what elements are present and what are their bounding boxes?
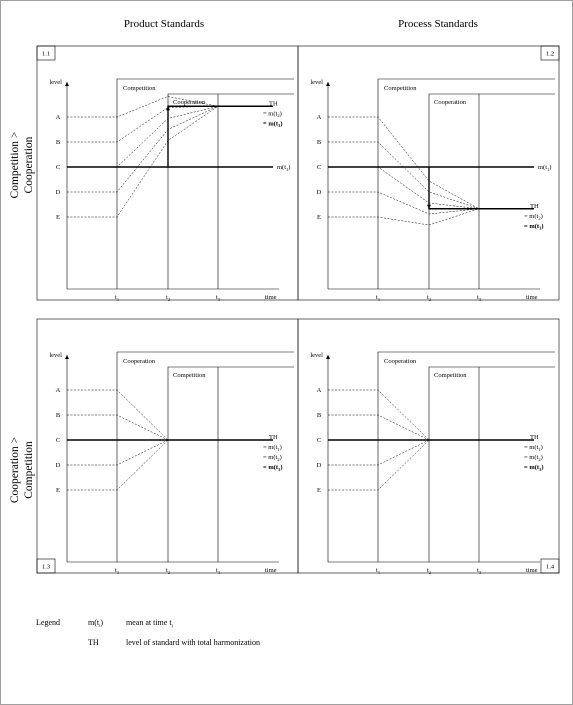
level-label-E: E xyxy=(56,214,60,221)
legend-title: Legend xyxy=(36,618,60,627)
time-label-3-sub: 3 xyxy=(217,296,221,302)
level-label-B: B xyxy=(55,139,61,146)
panel-id-label: 1.1 xyxy=(41,50,51,58)
time-label-2 xyxy=(427,294,431,302)
th-mean-label-1-close: ) xyxy=(540,212,543,220)
th-mean-label-2-main: = m(t xyxy=(524,222,540,230)
time-label-2-main: t xyxy=(427,567,429,574)
th-line xyxy=(168,106,273,167)
level-label-E: E xyxy=(317,487,321,494)
time-label-2-main: t xyxy=(166,294,168,301)
mean-label-close: ) xyxy=(288,164,291,171)
column-header-process: Process Standards xyxy=(398,18,478,30)
th-mean-label-2 xyxy=(263,120,283,128)
level-label-A: A xyxy=(316,114,322,121)
time-label-3-main: t xyxy=(216,294,218,301)
th-mean-label-1-main: = m(t xyxy=(524,212,539,220)
th-mean-label-1-sub: 2 xyxy=(277,113,280,119)
th-mean-label-3-sub: 3 xyxy=(539,466,542,472)
row-header-1 xyxy=(9,132,21,199)
panel-frame xyxy=(37,46,298,300)
legend-desc-mean-main: mean at time t xyxy=(126,618,172,627)
trajectory-D xyxy=(67,440,218,465)
x-axis-label: time xyxy=(265,567,277,574)
trajectory-B xyxy=(328,415,479,440)
panel-id-label: 1.4 xyxy=(545,563,555,571)
level-label-B: B xyxy=(316,412,322,419)
trajectory-D xyxy=(328,440,479,465)
y-axis-label: level xyxy=(49,352,62,359)
th-mean-label-2-sub: 3 xyxy=(539,225,542,231)
panel-1-2 xyxy=(298,46,559,302)
legend-symbol-mean-sub: i xyxy=(99,622,101,628)
phase2-label: Competition xyxy=(434,372,467,379)
row-header-line-1: Cooperation > xyxy=(9,436,21,504)
th-mean-label-1-sub: 1 xyxy=(538,446,541,452)
time-label-1-main: t xyxy=(376,567,378,574)
time-label-2-main: t xyxy=(166,567,168,574)
mean-label xyxy=(538,164,551,172)
time-label-3 xyxy=(477,294,482,302)
time-label-1 xyxy=(115,294,119,302)
y-axis-label: level xyxy=(310,352,323,359)
th-mean-label-2-close: ) xyxy=(280,120,283,128)
y-axis-label: level xyxy=(310,79,323,86)
time-label-3-main: t xyxy=(216,567,218,574)
th-mean-label-1-close: ) xyxy=(279,110,282,118)
time-label-3-main: t xyxy=(477,567,479,574)
time-label-1-sub: 1 xyxy=(377,569,381,575)
th-label: TH xyxy=(530,434,539,441)
legend-desc-mean xyxy=(126,618,174,630)
trajectory-C xyxy=(67,106,218,167)
phase1-bracket xyxy=(378,79,555,289)
panel-1-3 xyxy=(37,319,298,575)
panel-frame xyxy=(298,319,559,573)
th-mean-label-1 xyxy=(524,213,543,221)
x-axis-label: time xyxy=(526,294,538,301)
th-mean-label-1 xyxy=(524,444,543,452)
th-mean-label-2-close: ) xyxy=(279,454,282,461)
th-mean-label-1-main: = m(t xyxy=(263,444,278,451)
panel-1-4 xyxy=(298,319,559,575)
legend-symbol-mean-close: ) xyxy=(100,618,104,627)
legend-desc-mean-sub: i xyxy=(171,624,173,630)
time-label-3 xyxy=(477,567,482,575)
outer-frame xyxy=(1,1,573,705)
th-mean-label-3-close: ) xyxy=(541,464,544,471)
time-label-2-sub: 2 xyxy=(428,296,432,302)
time-label-2-main: t xyxy=(427,294,429,301)
phase1-label: Cooperation xyxy=(123,358,156,365)
phase2-label: Cooperation xyxy=(434,99,467,106)
time-label-1 xyxy=(115,567,119,575)
time-label-3-sub: 3 xyxy=(217,569,221,575)
th-mean-label-2-close: ) xyxy=(540,454,543,461)
row-header-1-b xyxy=(23,136,35,193)
th-mean-label-1-close: ) xyxy=(279,444,282,451)
time-label-2-sub: 2 xyxy=(428,569,432,575)
mean-label-main: m(t xyxy=(538,164,548,171)
th-mean-label-1-close: ) xyxy=(540,444,543,451)
level-label-C: C xyxy=(316,164,322,171)
th-mean-label-1-sub: 1 xyxy=(277,446,280,452)
time-label-3-sub: 3 xyxy=(478,569,482,575)
th-mean-label-2-sub: 2 xyxy=(277,456,280,462)
time-label-2-sub: 2 xyxy=(167,296,171,302)
time-label-2 xyxy=(427,567,431,575)
legend xyxy=(36,618,260,647)
mean-label-sub: 1 xyxy=(547,166,550,172)
th-label: TH xyxy=(530,202,539,210)
th-mean-label-1 xyxy=(263,110,282,118)
th-label: TH xyxy=(269,434,278,441)
y-axis-label: level xyxy=(49,79,62,86)
th-line xyxy=(429,167,534,209)
phase1-label: Competition xyxy=(123,85,156,92)
y-axis-arrow xyxy=(65,355,69,359)
level-label-A: A xyxy=(55,387,61,394)
time-label-2 xyxy=(166,567,170,575)
th-mean-label-2 xyxy=(524,223,544,231)
level-label-E: E xyxy=(56,487,60,494)
level-label-E: E xyxy=(317,214,321,221)
panel-id-label: 1.2 xyxy=(545,50,555,58)
level-label-D: D xyxy=(55,189,61,196)
panel-1-1 xyxy=(37,46,298,302)
th-mean-label-2-sub: 2 xyxy=(538,456,541,462)
th-mean-label-3-sub: 3 xyxy=(278,466,281,472)
th-mean-label-3 xyxy=(263,464,283,472)
time-label-1 xyxy=(376,294,380,302)
time-label-3-main: t xyxy=(477,294,479,301)
row-header-line-2: Competition xyxy=(23,441,35,499)
th-mean-label-1-sub: 2 xyxy=(538,215,541,221)
th-mean-label-2-main: = m(t xyxy=(263,454,278,461)
th-mean-label-2 xyxy=(524,454,543,462)
trajectory-D xyxy=(328,192,479,214)
mean-label-close: ) xyxy=(549,164,552,171)
trajectory-B xyxy=(328,142,479,209)
th-label: TH xyxy=(269,100,278,108)
level-label-A: A xyxy=(55,114,61,121)
legend-desc-th: level of standard with total harmonization xyxy=(126,638,260,647)
row-headers xyxy=(9,132,35,504)
th-mean-label-2-sub: 3 xyxy=(278,123,281,129)
y-axis-arrow xyxy=(65,82,69,86)
th-mean-label-2-main: = m(t xyxy=(263,120,279,128)
time-label-1-main: t xyxy=(115,567,117,574)
th-mean-label-3 xyxy=(524,464,544,472)
level-label-A: A xyxy=(316,387,322,394)
mean-label-sub: 1 xyxy=(286,166,289,172)
time-label-3 xyxy=(216,567,221,575)
time-label-3 xyxy=(216,294,221,302)
th-mean-label-2-main: = m(t xyxy=(524,454,539,461)
level-label-C: C xyxy=(316,437,322,444)
th-mean-label-1-main: = m(t xyxy=(263,110,278,118)
phase1-label: Cooperation xyxy=(384,358,417,365)
x-axis-label: time xyxy=(265,294,277,301)
time-label-1-main: t xyxy=(115,294,117,301)
y-axis-arrow xyxy=(326,82,330,86)
column-header-product: Product Standards xyxy=(123,18,205,30)
panel-id-label: 1.3 xyxy=(41,563,51,571)
panels xyxy=(37,46,559,575)
row-header-2 xyxy=(9,437,21,503)
y-axis-arrow xyxy=(326,355,330,359)
level-label-D: D xyxy=(316,462,322,469)
th-mean-label-3-main: = m(t xyxy=(263,464,279,471)
mean-label xyxy=(277,164,290,172)
legend-symbol-mean-main: m(t xyxy=(88,618,100,627)
trajectory-B xyxy=(67,415,218,440)
level-label-C: C xyxy=(55,164,61,171)
level-label-C: C xyxy=(55,437,61,444)
phase2-bracket xyxy=(429,94,555,289)
phase2-label: Competition xyxy=(173,372,206,379)
phase1-label: Competition xyxy=(384,85,417,92)
th-mean-label-1-main: = m(t xyxy=(524,444,539,451)
trajectory-C xyxy=(328,167,479,209)
time-label-3-sub: 3 xyxy=(478,296,482,302)
time-label-1 xyxy=(376,567,380,575)
time-label-2-sub: 2 xyxy=(167,569,171,575)
time-label-1-sub: 1 xyxy=(377,296,381,302)
th-mean-label-3-close: ) xyxy=(280,464,283,471)
time-label-1-sub: 1 xyxy=(116,296,120,302)
phase2-label: Cooperation xyxy=(173,99,206,106)
row-header-line-2: Cooperation xyxy=(23,136,35,194)
time-label-2 xyxy=(166,294,170,302)
th-mean-label-2 xyxy=(263,454,282,462)
panel-frame xyxy=(37,319,298,573)
level-label-D: D xyxy=(316,189,322,196)
x-axis-label: time xyxy=(526,567,538,574)
level-label-D: D xyxy=(55,462,61,469)
row-header-line-1: Competition > xyxy=(9,131,21,199)
th-mean-label-2-close: ) xyxy=(541,222,544,230)
trajectory-A xyxy=(328,117,479,209)
level-label-B: B xyxy=(55,412,61,419)
row-header-2-b xyxy=(23,441,35,499)
time-label-1-main: t xyxy=(376,294,378,301)
time-label-1-sub: 1 xyxy=(116,569,120,575)
legend-symbol-mean xyxy=(88,618,103,628)
level-label-B: B xyxy=(316,139,322,146)
legend-symbol-th: TH xyxy=(88,638,99,647)
th-mean-label-3-main: = m(t xyxy=(524,464,540,471)
th-mean-label-1 xyxy=(263,444,282,452)
mean-label-main: m(t xyxy=(277,164,287,171)
trajectory-E xyxy=(67,106,218,217)
